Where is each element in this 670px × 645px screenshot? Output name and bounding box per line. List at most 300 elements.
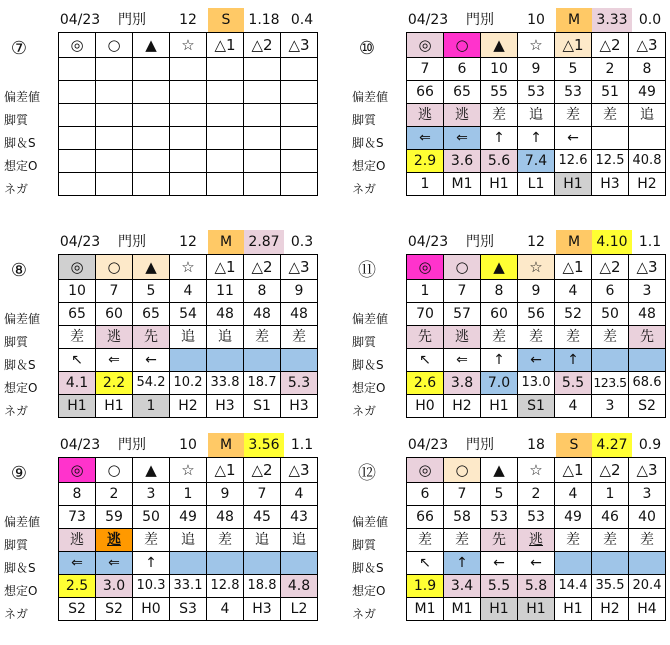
mark-cell: △2 xyxy=(244,255,281,280)
mark-cell: ○ xyxy=(96,33,133,58)
odds-cell: 18.8 xyxy=(244,575,281,598)
horse-number-cell: 10 xyxy=(59,280,96,303)
negative-cell: S2 xyxy=(629,395,666,418)
horse-number-cell: 9 xyxy=(207,483,244,506)
odds-cell: 2.2 xyxy=(96,372,133,395)
grid-row xyxy=(59,280,318,303)
mark-cell: ◎ xyxy=(59,458,96,483)
running-style-cell: 差 xyxy=(59,326,96,349)
grid-row xyxy=(59,575,318,598)
grid-row xyxy=(407,58,666,81)
negative-cell xyxy=(59,173,96,196)
grid-row xyxy=(407,255,666,280)
horse-number-cell: 4 xyxy=(555,280,592,303)
position-arrow-cell: ↖ xyxy=(59,349,96,372)
grid-row xyxy=(59,150,318,173)
negative-cell: 1 xyxy=(407,173,444,196)
deviation-cell: 51 xyxy=(592,81,629,104)
odds-cell: 5.3 xyxy=(281,372,318,395)
position-arrow-cell xyxy=(592,552,629,575)
mark-cell: ○ xyxy=(444,255,481,280)
deviation-cell: 66 xyxy=(407,81,444,104)
running-style-cell: 追 xyxy=(170,529,207,552)
grid-row xyxy=(407,104,666,127)
horse-number-cell: 9 xyxy=(518,280,555,303)
running-style-cell: 差 xyxy=(281,326,318,349)
row-label: 脚質 xyxy=(4,113,29,127)
deviation-cell: 40 xyxy=(629,506,666,529)
odds-cell: 33.8 xyxy=(207,372,244,395)
running-style-cell: 追 xyxy=(518,104,555,127)
mark-cell: ▲ xyxy=(133,458,170,483)
deviation-cell: 48 xyxy=(207,506,244,529)
running-style-cell: 差 xyxy=(133,529,170,552)
prediction-grid xyxy=(58,254,318,418)
odds-cell: 5.8 xyxy=(518,575,555,598)
odds-cell xyxy=(207,150,244,173)
grid-row xyxy=(59,349,318,372)
running-style-cell: 先 xyxy=(133,326,170,349)
deviation-cell: 48 xyxy=(281,303,318,326)
grid-row xyxy=(59,81,318,104)
mark-cell: ○ xyxy=(444,33,481,58)
deviation-cell: 70 xyxy=(407,303,444,326)
mark-cell: ☆ xyxy=(518,33,555,58)
horse-number-cell: 5 xyxy=(481,483,518,506)
venue-name: 門別 xyxy=(466,234,494,250)
mark-cell: △3 xyxy=(281,458,318,483)
prediction-grid xyxy=(406,457,666,621)
race-extra: 0.3 xyxy=(290,234,314,250)
deviation-cell: 45 xyxy=(244,506,281,529)
negative-cell: H0 xyxy=(407,395,444,418)
horse-number-cell: 8 xyxy=(59,483,96,506)
field-size: 18 xyxy=(527,437,545,453)
race-panel xyxy=(350,433,670,645)
negative-cell xyxy=(207,173,244,196)
running-style-cell: 逃 xyxy=(518,529,555,552)
negative-cell: H3 xyxy=(281,395,318,418)
odds-cell: 2.6 xyxy=(407,372,444,395)
odds-cell: 2.9 xyxy=(407,150,444,173)
field-size: 10 xyxy=(527,12,545,28)
running-style-cell: 追 xyxy=(281,529,318,552)
horse-number-cell: 1 xyxy=(407,280,444,303)
grid-row xyxy=(59,173,318,196)
odds-cell: 35.5 xyxy=(592,575,629,598)
race-number: ⑨ xyxy=(10,463,28,484)
mark-cell: ☆ xyxy=(170,33,207,58)
negative-cell: 3 xyxy=(592,395,629,418)
grid-row xyxy=(407,458,666,483)
position-arrow-cell: ↑ xyxy=(481,349,518,372)
race-score: 3.33 xyxy=(592,8,632,32)
negative-cell xyxy=(244,173,281,196)
row-label: ネガ xyxy=(4,404,29,418)
odds-cell: 54.2 xyxy=(133,372,170,395)
horse-number-cell xyxy=(281,58,318,81)
odds-cell: 12.8 xyxy=(207,575,244,598)
grid-row xyxy=(407,173,666,196)
horse-number-cell: 7 xyxy=(444,280,481,303)
race-score: 3.56 xyxy=(244,433,284,457)
odds-cell: 12.6 xyxy=(555,150,592,173)
horse-number-cell: 7 xyxy=(444,483,481,506)
position-arrow-cell: ⇐ xyxy=(59,552,96,575)
row-label: 脚＆S xyxy=(4,136,36,150)
mark-cell: ☆ xyxy=(170,458,207,483)
odds-cell: 7.0 xyxy=(481,372,518,395)
row-label: ネガ xyxy=(4,182,29,196)
horse-number-cell: 8 xyxy=(244,280,281,303)
venue-name: 門別 xyxy=(466,12,494,28)
horse-number-cell xyxy=(207,58,244,81)
deviation-cell: 46 xyxy=(592,506,629,529)
horse-number-cell: 1 xyxy=(592,483,629,506)
running-style-cell: 差 xyxy=(407,529,444,552)
odds-cell: 13.0 xyxy=(518,372,555,395)
mark-cell: ▲ xyxy=(133,255,170,280)
running-style-cell: 差 xyxy=(244,326,281,349)
grid-row xyxy=(407,127,666,150)
mark-cell: ◎ xyxy=(407,255,444,280)
negative-cell: 1 xyxy=(133,395,170,418)
mark-cell: ○ xyxy=(444,458,481,483)
odds-cell: 40.8 xyxy=(629,150,666,173)
deviation-cell: 48 xyxy=(629,303,666,326)
race-extra: 0.4 xyxy=(290,12,314,28)
venue-name: 門別 xyxy=(118,437,146,453)
mark-cell: ▲ xyxy=(481,458,518,483)
running-style-cell: 差 xyxy=(592,104,629,127)
negative-cell: M1 xyxy=(444,173,481,196)
odds-cell: 12.5 xyxy=(592,150,629,173)
running-style-cell xyxy=(170,104,207,127)
running-style-cell xyxy=(133,104,170,127)
deviation-cell: 49 xyxy=(170,506,207,529)
negative-cell: H1 xyxy=(518,598,555,621)
grid-row xyxy=(59,552,318,575)
horse-number-cell: 7 xyxy=(244,483,281,506)
odds-cell: 5.5 xyxy=(481,575,518,598)
odds-cell: 10.2 xyxy=(170,372,207,395)
horse-number-cell: 8 xyxy=(629,58,666,81)
position-arrow-cell xyxy=(170,552,207,575)
horse-number-cell xyxy=(59,58,96,81)
negative-cell xyxy=(281,173,318,196)
running-style-cell: 差 xyxy=(555,326,592,349)
grid-row xyxy=(407,303,666,326)
field-size: 12 xyxy=(179,234,197,250)
horse-number-cell: 1 xyxy=(170,483,207,506)
mark-cell: △3 xyxy=(629,255,666,280)
row-label: 脚質 xyxy=(4,335,29,349)
deviation-cell: 52 xyxy=(555,303,592,326)
position-arrow-cell: ↖ xyxy=(407,349,444,372)
negative-cell xyxy=(170,173,207,196)
grid-row xyxy=(407,349,666,372)
race-date: 04/23 xyxy=(59,234,101,250)
position-arrow-cell: ⇐ xyxy=(407,127,444,150)
mark-cell: ▲ xyxy=(481,255,518,280)
running-style-cell xyxy=(244,104,281,127)
running-style-cell: 差 xyxy=(207,529,244,552)
running-style-cell: 差 xyxy=(592,326,629,349)
grid-row xyxy=(59,255,318,280)
mark-cell: ◎ xyxy=(407,33,444,58)
mark-cell: △3 xyxy=(281,255,318,280)
position-arrow-cell: ← xyxy=(518,552,555,575)
odds-cell: 4.8 xyxy=(281,575,318,598)
position-arrow-cell: ↑ xyxy=(555,349,592,372)
negative-cell: H2 xyxy=(444,395,481,418)
odds-cell: 3.6 xyxy=(444,150,481,173)
odds-cell: 5.5 xyxy=(555,372,592,395)
field-size: 12 xyxy=(179,12,197,28)
mark-cell: ▲ xyxy=(133,33,170,58)
odds-cell: 3.0 xyxy=(96,575,133,598)
row-label: 脚＆S xyxy=(352,561,384,575)
deviation-cell xyxy=(170,81,207,104)
row-label: 想定O xyxy=(4,584,38,598)
horse-number-cell: 3 xyxy=(629,483,666,506)
race-panel xyxy=(2,230,322,442)
odds-cell xyxy=(170,150,207,173)
negative-cell: H4 xyxy=(629,598,666,621)
running-style-cell: 追 xyxy=(207,326,244,349)
race-extra: 1.1 xyxy=(638,234,662,250)
grid-row xyxy=(407,575,666,598)
running-style-cell: 差 xyxy=(629,529,666,552)
mark-cell: ☆ xyxy=(170,255,207,280)
position-arrow-cell: ← xyxy=(518,349,555,372)
row-label: 脚＆S xyxy=(4,358,36,372)
deviation-cell: 50 xyxy=(133,506,170,529)
running-style-cell: 逃 xyxy=(407,104,444,127)
odds-cell: 4.1 xyxy=(59,372,96,395)
race-panel xyxy=(350,230,670,442)
running-style-cell: 追 xyxy=(170,326,207,349)
grid-row xyxy=(407,395,666,418)
negative-cell: M1 xyxy=(407,598,444,621)
race-date: 04/23 xyxy=(407,437,449,453)
deviation-cell: 66 xyxy=(407,506,444,529)
negative-cell: S1 xyxy=(244,395,281,418)
horse-number-cell: 10 xyxy=(481,58,518,81)
deviation-cell xyxy=(281,81,318,104)
mark-cell: ◎ xyxy=(59,255,96,280)
mark-cell: △1 xyxy=(555,458,592,483)
running-style-cell: 逃 xyxy=(444,104,481,127)
grid-row xyxy=(407,280,666,303)
odds-cell xyxy=(59,150,96,173)
position-arrow-cell xyxy=(592,127,629,150)
race-panel xyxy=(2,433,322,645)
negative-cell: H1 xyxy=(555,173,592,196)
horse-number-cell: 2 xyxy=(592,58,629,81)
row-label: 脚質 xyxy=(352,113,377,127)
mark-cell: △2 xyxy=(244,33,281,58)
horse-number-cell: 6 xyxy=(592,280,629,303)
row-label: ネガ xyxy=(4,607,29,621)
horse-number-cell: 2 xyxy=(96,483,133,506)
horse-number-cell: 5 xyxy=(555,58,592,81)
race-grade: M xyxy=(556,230,592,254)
negative-cell: H1 xyxy=(59,395,96,418)
row-label: 脚質 xyxy=(352,538,377,552)
race-grade: S xyxy=(556,433,592,457)
deviation-cell: 65 xyxy=(133,303,170,326)
negative-cell: 4 xyxy=(555,395,592,418)
mark-cell: △3 xyxy=(629,33,666,58)
deviation-cell: 65 xyxy=(444,81,481,104)
row-label: 脚＆S xyxy=(4,561,36,575)
odds-cell: 1.9 xyxy=(407,575,444,598)
grid-row xyxy=(59,506,318,529)
running-style-cell: 差 xyxy=(481,326,518,349)
position-arrow-cell xyxy=(207,127,244,150)
prediction-grid xyxy=(406,32,666,196)
position-arrow-cell: ⇐ xyxy=(96,349,133,372)
odds-cell xyxy=(133,150,170,173)
grid-row xyxy=(59,303,318,326)
negative-cell: L1 xyxy=(518,173,555,196)
odds-cell: 5.6 xyxy=(481,150,518,173)
race-date: 04/23 xyxy=(59,12,101,28)
race-grade: M xyxy=(556,8,592,32)
grid-row xyxy=(407,81,666,104)
deviation-cell: 49 xyxy=(555,506,592,529)
position-arrow-cell: ⇐ xyxy=(444,349,481,372)
running-style-cell: 先 xyxy=(481,529,518,552)
running-style-cell xyxy=(207,104,244,127)
position-arrow-cell: ↑ xyxy=(481,127,518,150)
horse-number-cell: 4 xyxy=(555,483,592,506)
negative-cell: H2 xyxy=(170,395,207,418)
grid-row xyxy=(59,395,318,418)
running-style-cell: 差 xyxy=(555,104,592,127)
negative-cell: S2 xyxy=(59,598,96,621)
row-label: 想定O xyxy=(352,381,386,395)
venue-name: 門別 xyxy=(118,12,146,28)
race-panel xyxy=(350,8,670,220)
position-arrow-cell: ← xyxy=(133,349,170,372)
race-date: 04/23 xyxy=(59,437,101,453)
position-arrow-cell xyxy=(629,552,666,575)
position-arrow-cell: ↑ xyxy=(518,127,555,150)
position-arrow-cell xyxy=(59,127,96,150)
negative-cell: H0 xyxy=(133,598,170,621)
negative-cell xyxy=(96,173,133,196)
horse-number-cell: 4 xyxy=(170,280,207,303)
deviation-cell xyxy=(133,81,170,104)
grid-row xyxy=(59,598,318,621)
row-label: 想定O xyxy=(4,381,38,395)
position-arrow-cell xyxy=(281,349,318,372)
position-arrow-cell xyxy=(281,552,318,575)
grid-row xyxy=(59,458,318,483)
position-arrow-cell xyxy=(170,349,207,372)
grid-row xyxy=(59,372,318,395)
odds-cell: 3.4 xyxy=(444,575,481,598)
venue-name: 門別 xyxy=(466,437,494,453)
running-style-cell: 差 xyxy=(555,529,592,552)
running-style-cell xyxy=(281,104,318,127)
field-size: 10 xyxy=(179,437,197,453)
race-grade: M xyxy=(208,230,244,254)
mark-cell: ◎ xyxy=(59,33,96,58)
position-arrow-cell xyxy=(207,349,244,372)
deviation-cell: 58 xyxy=(444,506,481,529)
position-arrow-cell xyxy=(244,127,281,150)
row-label: 偏差値 xyxy=(4,90,41,104)
row-label: 偏差値 xyxy=(4,312,41,326)
mark-cell: △3 xyxy=(281,33,318,58)
grid-row xyxy=(407,33,666,58)
mark-cell: △2 xyxy=(592,255,629,280)
negative-cell: H1 xyxy=(96,395,133,418)
race-grade: S xyxy=(208,8,244,32)
odds-cell: 33.1 xyxy=(170,575,207,598)
race-extra: 0.9 xyxy=(638,437,662,453)
horse-number-cell: 3 xyxy=(133,483,170,506)
odds-cell: 18.7 xyxy=(244,372,281,395)
grid-row xyxy=(59,127,318,150)
running-style-cell: 差 xyxy=(518,326,555,349)
position-arrow-cell xyxy=(281,127,318,150)
odds-cell: 14.4 xyxy=(555,575,592,598)
deviation-cell: 57 xyxy=(444,303,481,326)
horse-number-cell xyxy=(96,58,133,81)
odds-cell xyxy=(96,150,133,173)
position-arrow-cell: ↖ xyxy=(407,552,444,575)
grid-row xyxy=(407,483,666,506)
race-score: 4.10 xyxy=(592,230,632,254)
row-label: 想定O xyxy=(4,159,38,173)
horse-number-cell: 6 xyxy=(407,483,444,506)
race-panel xyxy=(2,8,322,220)
prediction-grid xyxy=(406,254,666,418)
odds-cell: 10.3 xyxy=(133,575,170,598)
negative-cell: H1 xyxy=(481,598,518,621)
grid-row xyxy=(59,529,318,552)
deviation-cell: 53 xyxy=(481,506,518,529)
running-style-cell: 差 xyxy=(592,529,629,552)
mark-cell: △1 xyxy=(207,255,244,280)
negative-cell: M1 xyxy=(444,598,481,621)
grid-row xyxy=(407,372,666,395)
race-score: 2.87 xyxy=(244,230,284,254)
race-number: ⑪ xyxy=(358,260,376,281)
position-arrow-cell: ↑ xyxy=(133,552,170,575)
negative-cell: H1 xyxy=(481,173,518,196)
negative-cell: H1 xyxy=(481,395,518,418)
grid-row xyxy=(407,150,666,173)
running-style-cell: 逃 xyxy=(444,326,481,349)
deviation-cell: 43 xyxy=(281,506,318,529)
running-style-cell: 逃 xyxy=(96,326,133,349)
race-date: 04/23 xyxy=(407,234,449,250)
mark-cell: △1 xyxy=(207,458,244,483)
horse-number-cell: 5 xyxy=(133,280,170,303)
grid-row xyxy=(59,58,318,81)
mark-cell: △2 xyxy=(592,458,629,483)
row-label: 脚＆S xyxy=(352,136,384,150)
mark-cell: △2 xyxy=(244,458,281,483)
venue-name: 門別 xyxy=(118,234,146,250)
deviation-cell: 53 xyxy=(518,81,555,104)
position-arrow-cell xyxy=(629,349,666,372)
